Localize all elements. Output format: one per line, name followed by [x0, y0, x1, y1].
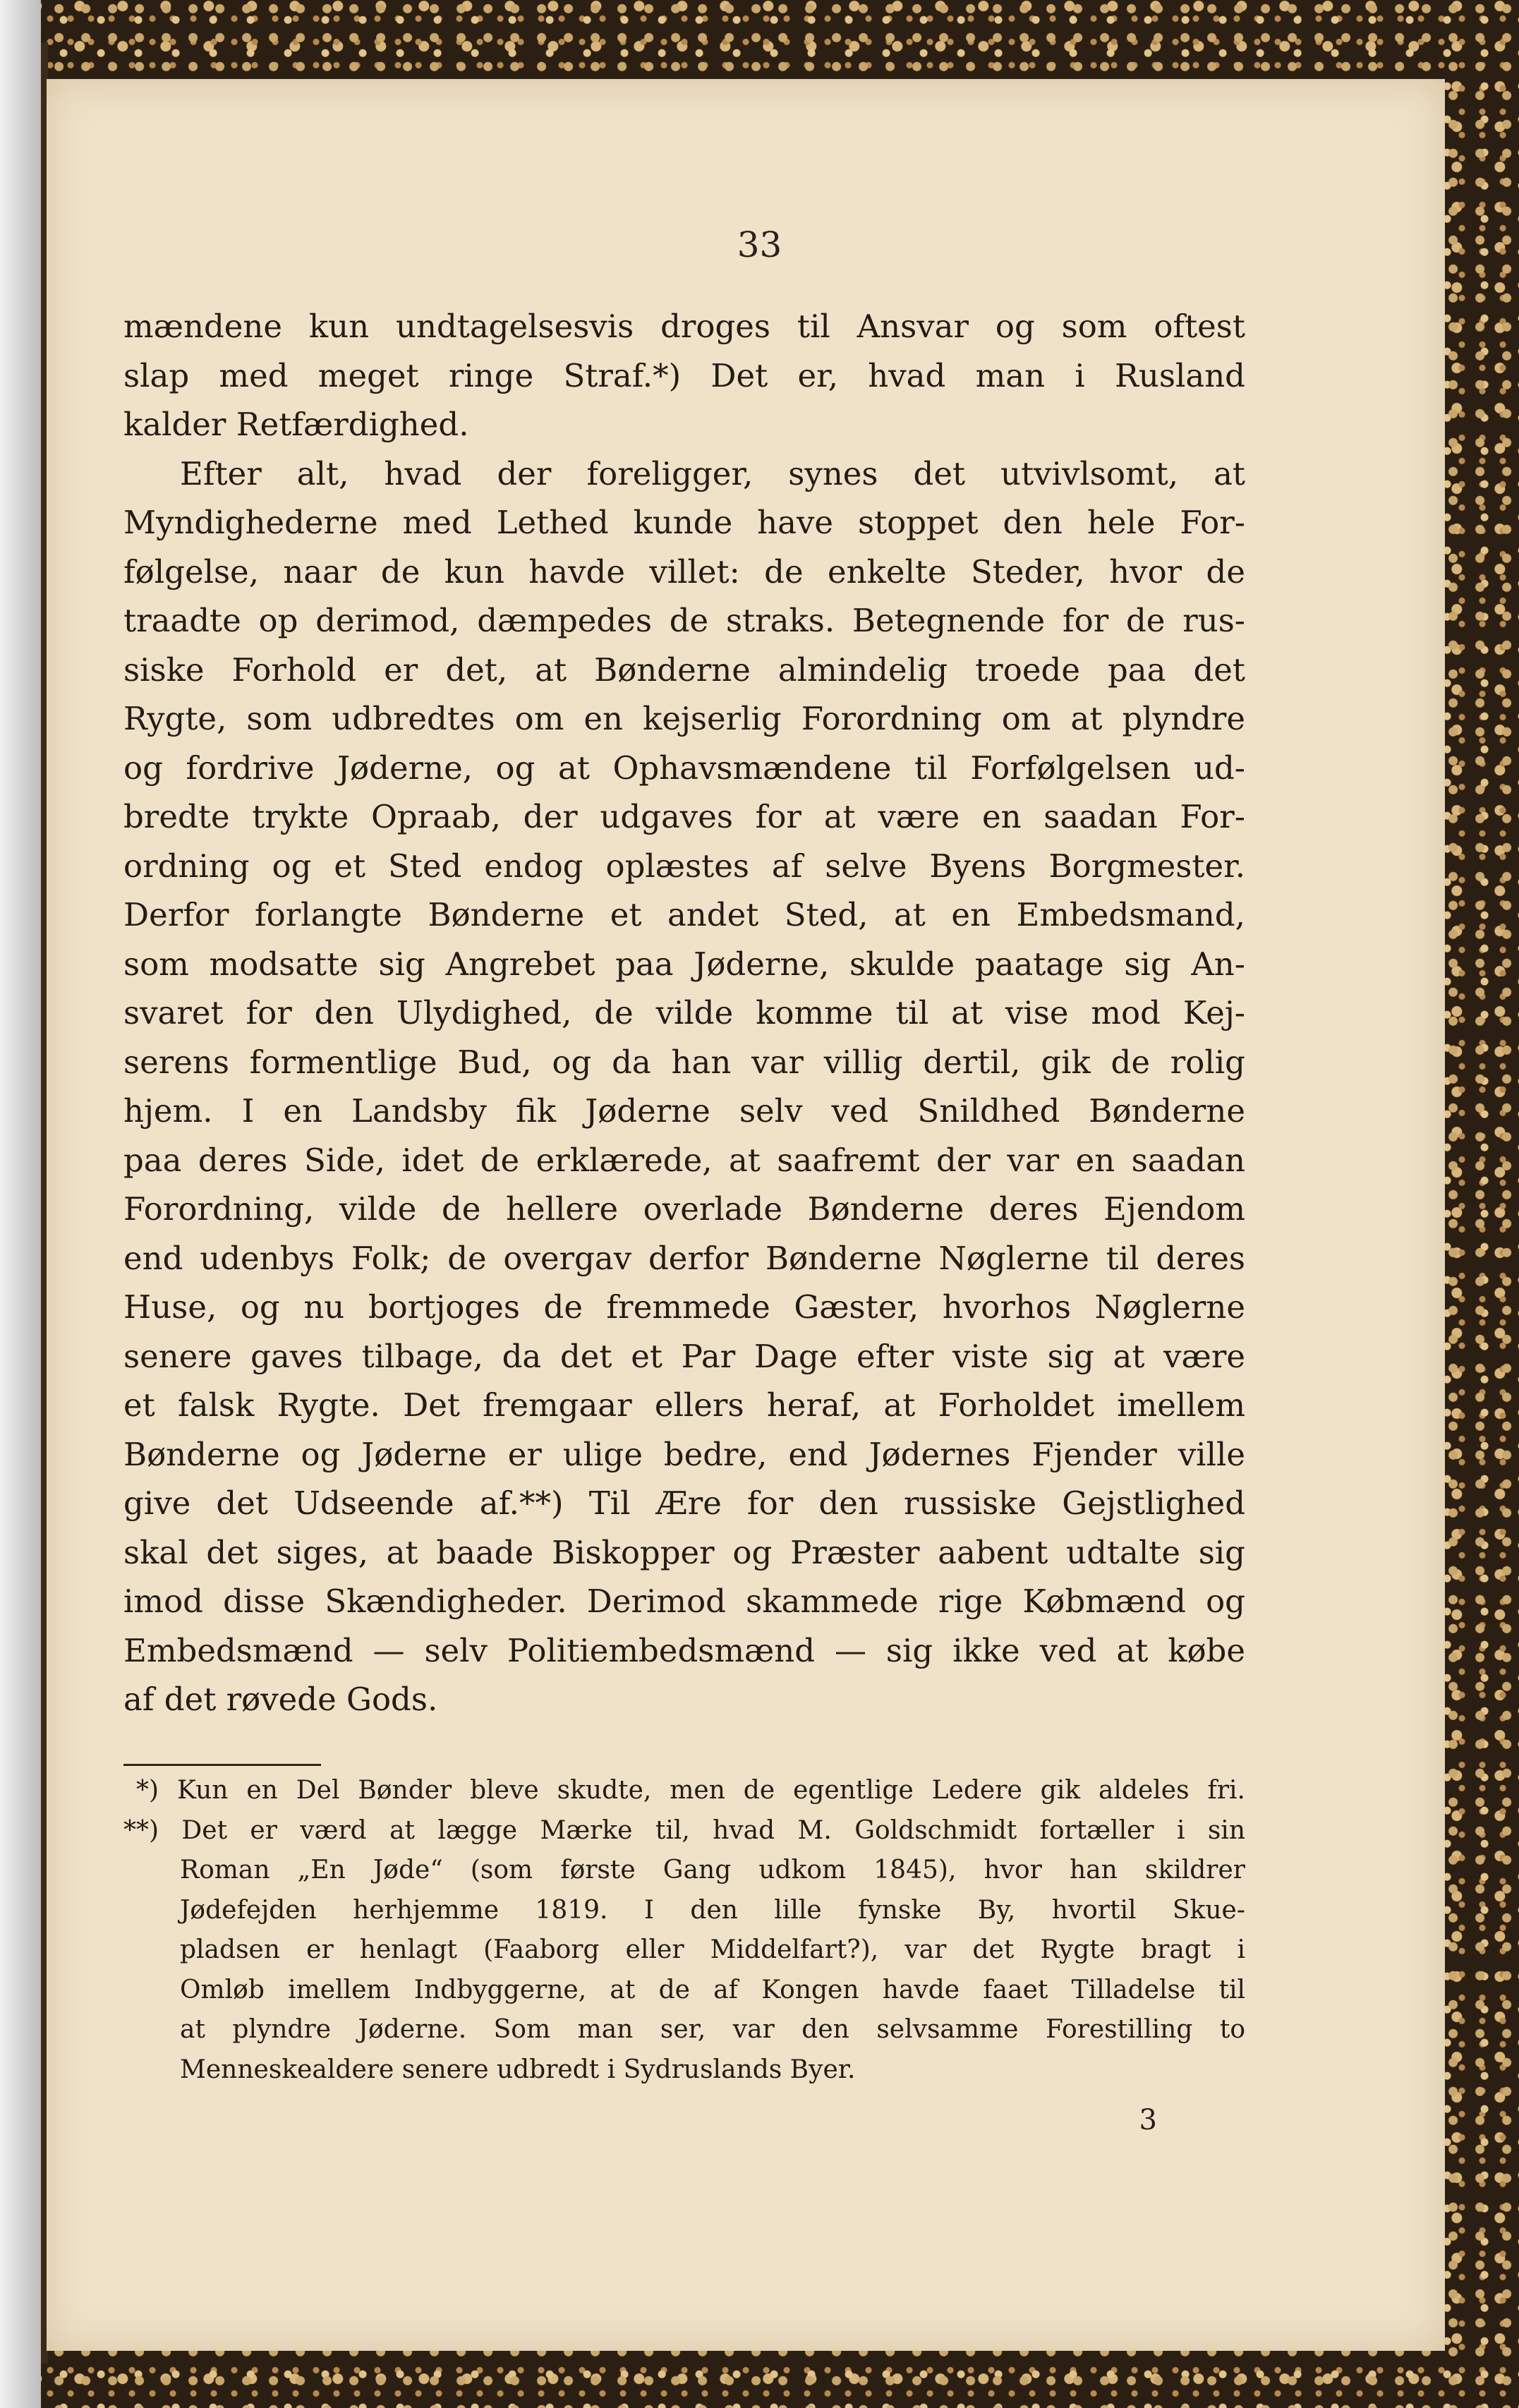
page-stack-edge	[0, 0, 41, 2408]
text-line: svaret for den Ulydighed, de vilde komme til at vise mod Kej-	[123, 994, 1245, 1031]
text-line: hjem. I en Landsby fik Jøderne selv ved Snildhed Bønderne	[123, 1092, 1245, 1130]
footnote-line: Omløb imellem Indbyggerne, at de af Kongen havde faaet Tilladelse til	[180, 1975, 1245, 2004]
text-line: ordning og et Sted endog oplæstes af selve Byens Borgmester.	[123, 847, 1245, 885]
text-line: bredte trykte Opraab, der udgaves for at være en saadan For-	[123, 798, 1245, 835]
footnote-line: **) Det er værd at lægge Mærke til, hvad M. Goldschmidt fortæller i sin	[123, 1815, 1245, 1845]
text-line: siske Forhold er det, at Bønderne almindelig troede paa det	[123, 651, 1245, 689]
text-line: et falsk Rygte. Det fremgaar ellers heraf, at Forholdet imellem	[123, 1386, 1245, 1424]
footnote-line: at plyndre Jøderne. Som man ser, var den selvsamme Forestilling to	[180, 2015, 1245, 2044]
text-line: Efter alt, hvad der foreligger, synes det utvivlsomt, at	[180, 454, 1245, 492]
text-line: Myndighederne med Lethed kunde have stoppet den hele For-	[123, 504, 1245, 541]
text-line: serens formentlige Bud, og da han var villig dertil, gik de rolig	[123, 1043, 1245, 1081]
signature-mark: 3	[1139, 2104, 1157, 2136]
text-line: følgelse, naar de kun havde villet: de enkelte Steder, hvor de	[123, 552, 1245, 591]
text-line: paa deres Side, idet de erklærede, at saafremt der var en saadan	[123, 1141, 1245, 1179]
text-line: som modsatte sig Angrebet paa Jøderne, skulde paatage sig An-	[123, 945, 1245, 983]
text-line: Bønderne og Jøderne er ulige bedre, end Jødernes Fjender ville	[123, 1435, 1245, 1473]
text-line: imod disse Skændigheder. Derimod skammede rige Købmænd og	[123, 1583, 1245, 1620]
footnote-line: pladsen er henlagt (Faaborg eller Middelfart?), var det Rygte bragt i	[180, 1935, 1245, 1964]
text-line: Huse, og nu bortjoges de fremmede Gæster, hvorhos Nøglerne	[123, 1288, 1245, 1326]
footnote-line: Roman „En Jøde“ (som første Gang udkom 1845), hvor han skildrer	[180, 1856, 1245, 1884]
text-line: mændene kun undtagelsesvis droges til Ansvar og som oftest	[123, 308, 1245, 345]
text-line: give det Udseende af.**) Til Ære for den russiske Gejstlighed	[123, 1484, 1245, 1522]
text-line: Derfor forlangte Bønderne et andet Sted, at en Embedsmand,	[123, 896, 1245, 933]
footnote-line: Menneskealdere senere udbredt i Sydruslands Byer.	[180, 2055, 856, 2084]
footnote-line: *) Kun en Del Bønder bleve skudte, men de egentlige Ledere gik aldeles fri.	[136, 1776, 1245, 1805]
text-line: skal det siges, at baade Biskopper og Præster aabent udtalte sig	[123, 1533, 1245, 1571]
page-number: 33	[737, 224, 782, 265]
text-line: slap med meget ringe Straf.*) Det er, hvad man i Rusland	[123, 356, 1245, 394]
text-line: end udenbys Folk; de overgav derfor Bønderne Nøglerne til deres	[123, 1239, 1245, 1277]
text-line: af det røvede Gods.	[123, 1681, 438, 1718]
text-line: senere gaves tilbage, da det et Par Dage efter viste sig at være	[123, 1337, 1245, 1375]
text-line: og fordrive Jøderne, og at Ophavsmændene til Forfølgelsen ud-	[123, 749, 1245, 787]
text-line: Forordning, vilde de hellere overlade Bønderne deres Ejendom	[123, 1190, 1245, 1228]
footnote-line: Jødefejden herhjemme 1819. I den lille fynske By, hvortil Skue-	[180, 1895, 1245, 1925]
footnotes	[123, 1771, 1245, 2090]
text-line: kalder Retfærdighed.	[123, 406, 469, 443]
text-line: traadte op derimod, dæmpedes de straks. Betegnende for de rus-	[123, 602, 1245, 639]
text-line: Embedsmænd — selv Politiembedsmænd — sig ikke ved at købe	[123, 1631, 1245, 1669]
body-text	[123, 302, 1245, 1724]
text-line: Rygte, som udbredtes om en kejserlig Forordning om at plyndre	[123, 700, 1245, 737]
footnote-rule	[123, 1764, 321, 1766]
